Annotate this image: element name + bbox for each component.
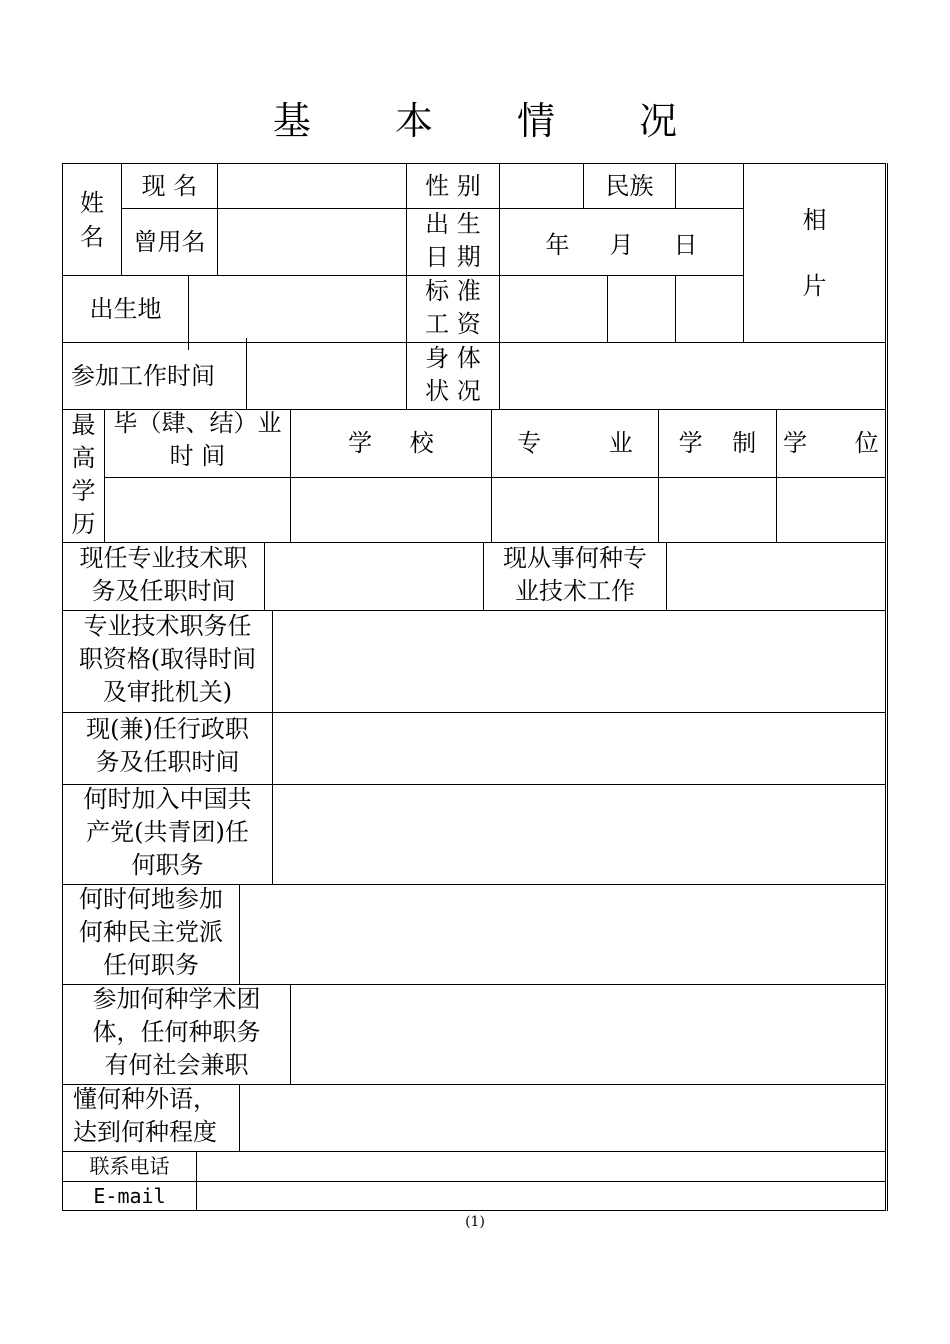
- birth-date-label: 出 生 日 期: [425, 210, 481, 271]
- photo-label: 相 片: [802, 205, 827, 300]
- table-border-right-outer: [887, 163, 888, 1211]
- work-start-field[interactable]: [247, 343, 406, 409]
- admin-post-field[interactable]: [273, 713, 885, 784]
- former-name-label: 曾用名: [133, 227, 206, 256]
- email-field[interactable]: [197, 1182, 885, 1210]
- ethnicity-field[interactable]: [676, 164, 743, 208]
- major-field[interactable]: [492, 478, 658, 542]
- education-label: 最 高 学 历: [71, 411, 96, 538]
- phone-label: 联系电话: [89, 1154, 170, 1178]
- salary-field-1[interactable]: [500, 276, 607, 342]
- degree-label: 学 位: [783, 429, 879, 457]
- salary-field-3[interactable]: [676, 276, 743, 342]
- democratic-party-field[interactable]: [240, 885, 885, 984]
- democratic-party-label: 何时何地参加 何种民主党派 任何职务: [79, 884, 223, 979]
- school-field[interactable]: [291, 478, 491, 542]
- current-title-field[interactable]: [265, 543, 483, 610]
- language-field[interactable]: [240, 1085, 885, 1151]
- academic-field[interactable]: [291, 985, 885, 1084]
- ethnicity-label: 民族: [605, 171, 654, 200]
- day-unit: 日: [673, 230, 698, 259]
- current-name-label: 现 名: [141, 171, 198, 200]
- health-field[interactable]: [500, 343, 885, 409]
- duration-field[interactable]: [659, 478, 776, 542]
- table-border-bottom: [62, 1210, 886, 1211]
- grad-time-label: 毕（肆、结）业 时 间: [113, 409, 282, 470]
- name-label: 姓 名: [80, 188, 104, 251]
- current-name-field[interactable]: [218, 164, 406, 208]
- work-start-label: 参加工作时间: [71, 361, 215, 390]
- current-title-label: 现任专业技术职 务及任职时间: [79, 544, 248, 605]
- standard-salary-label: 标 准 工 资: [425, 277, 481, 338]
- admin-post-label: 现(兼)任行政职 务及任职时间: [86, 715, 249, 776]
- current-work-field[interactable]: [667, 543, 885, 610]
- page-title: 基 本 情 况: [272, 99, 714, 143]
- academic-label: 参加何种学术团 体，任何种职务 有何社会兼职: [92, 984, 261, 1079]
- party-label: 何时加入中国共 产党(共青团)任 何职务: [83, 784, 252, 879]
- language-label: 懂何种外语， 达到何种程度: [73, 1085, 217, 1146]
- year-unit: 年: [545, 230, 570, 259]
- photo-field[interactable]: [744, 164, 885, 342]
- month-unit: 月: [609, 230, 634, 259]
- table-border-right: [885, 163, 886, 1211]
- email-label: E-mail: [93, 1183, 166, 1208]
- birthplace-label: 出生地: [89, 294, 162, 323]
- degree-field[interactable]: [777, 478, 885, 542]
- gender-field[interactable]: [500, 164, 583, 208]
- duration-label: 学 制: [678, 429, 757, 457]
- birth-date-format: [500, 209, 743, 275]
- major-label: 专 业: [517, 429, 633, 457]
- qualification-field[interactable]: [273, 611, 885, 712]
- phone-field[interactable]: [197, 1152, 885, 1181]
- page-number: (1): [465, 1214, 485, 1230]
- current-work-label: 现从事何种专 业技术工作: [503, 544, 647, 605]
- salary-field-2[interactable]: [608, 276, 675, 342]
- qualification-label: 专业技术职务任 职资格(取得时间 及审批机关): [78, 611, 257, 706]
- grad-time-field[interactable]: [105, 478, 290, 542]
- health-label: 身 体 状 况: [425, 344, 481, 405]
- birthplace-field[interactable]: [189, 276, 406, 342]
- former-name-field[interactable]: [218, 209, 406, 275]
- gender-label: 性 别: [425, 171, 481, 200]
- party-field[interactable]: [273, 785, 885, 884]
- school-label: 学 校: [348, 429, 434, 457]
